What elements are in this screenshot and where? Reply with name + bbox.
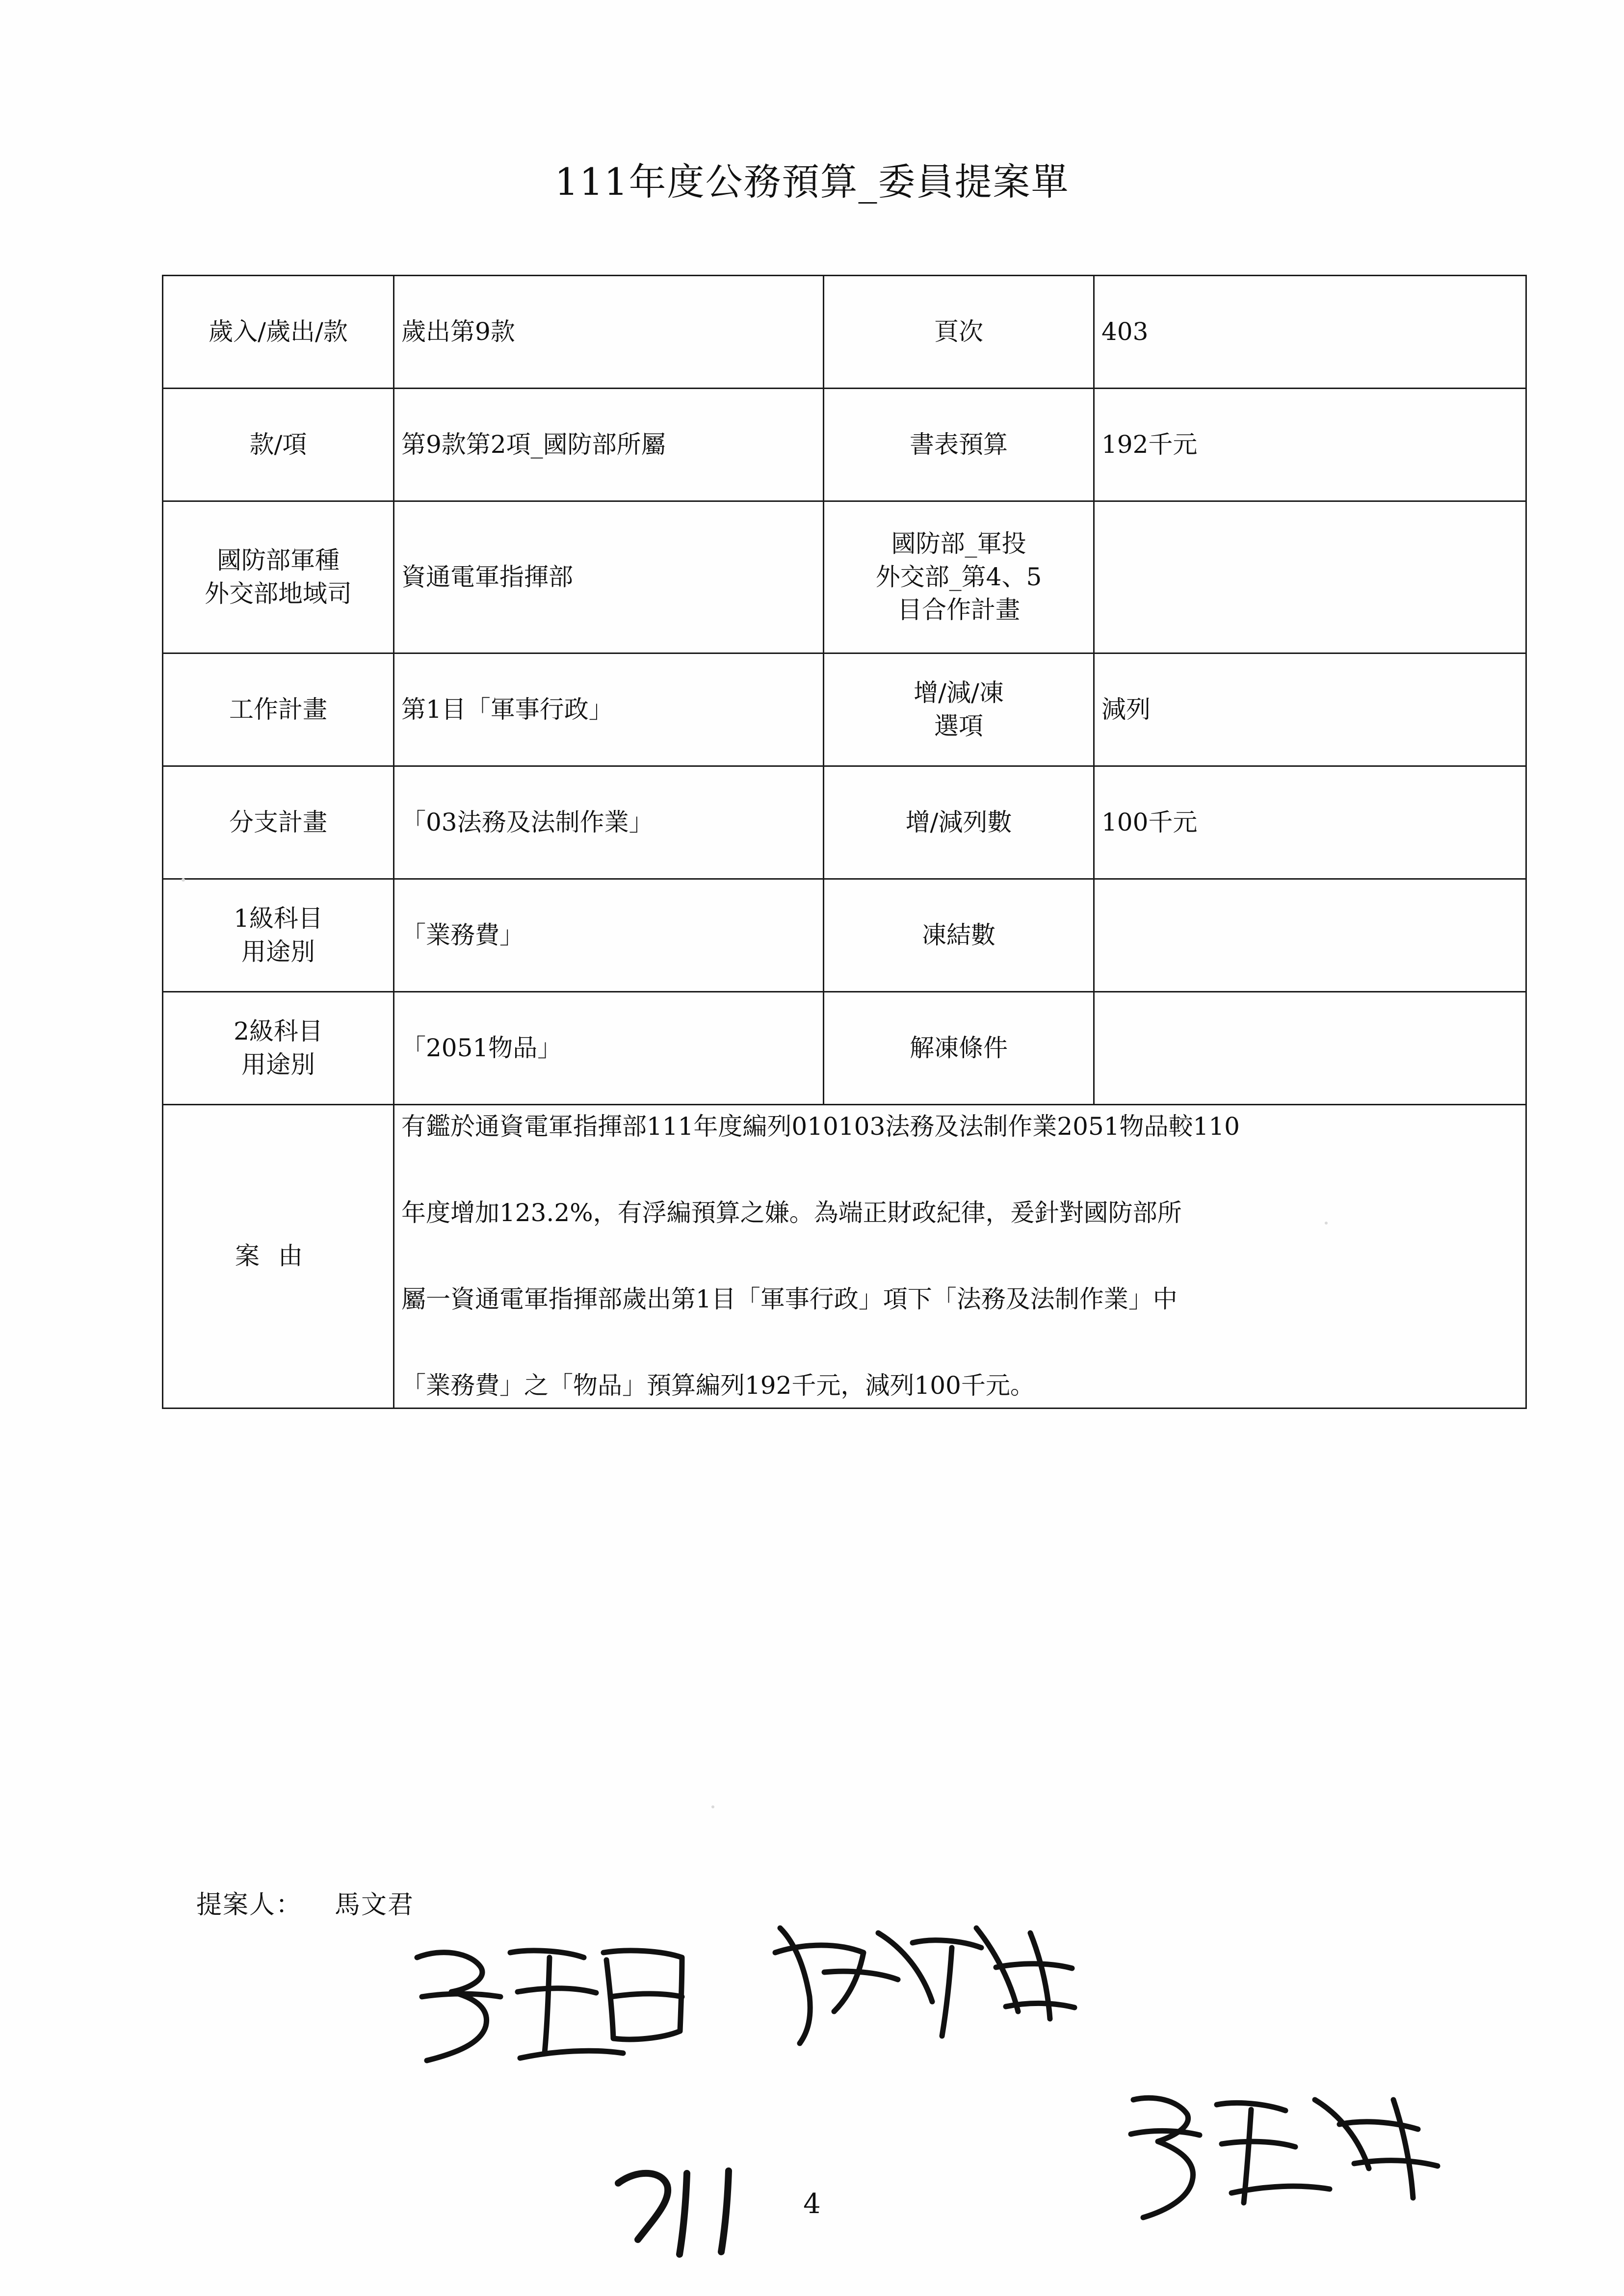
row-label-page-index: 頁次 xyxy=(824,276,1094,389)
proposer-label: 提案人： xyxy=(196,1890,303,1920)
row-label-cooperation-plan-line1: 國防部_軍投 xyxy=(891,529,1026,558)
reason-line-2: 年度增加123.2%，有浮編預算之嫌。為端正財政紀律，爰針對國防部所 xyxy=(401,1199,1182,1227)
signature-mark-2 xyxy=(765,1913,1089,2061)
row-value-level1-account: 「業務費」 xyxy=(394,879,824,992)
table-row xyxy=(163,501,1526,653)
row-label-service-branch xyxy=(163,501,394,653)
table-row xyxy=(163,766,1526,879)
row-label-level1-account-line1: 1級科目 xyxy=(234,904,323,933)
row-value-section-item: 第9款第2項_國防部所屬 xyxy=(394,389,824,501)
page-number: 4 xyxy=(803,2188,821,2220)
row-label-book-budget: 書表預算 xyxy=(824,389,1094,501)
row-value-work-plan: 第1目「軍事行政」 xyxy=(394,653,824,766)
proposer-block xyxy=(196,1884,414,1921)
table-row-reason xyxy=(163,1105,1526,1409)
row-label-level2-account-line1: 2級科目 xyxy=(234,1017,323,1045)
scan-speck xyxy=(711,1805,714,1808)
reason-line-4: 「業務費」之「物品」預算編列192千元，減列100千元。 xyxy=(401,1371,1035,1400)
row-label-adjust-option xyxy=(824,653,1094,766)
table-row xyxy=(163,389,1526,501)
reason-label: 案由 xyxy=(163,1105,394,1409)
page-title: 111年度公務預算_委員提案單 xyxy=(554,160,1070,204)
row-label-level2-account xyxy=(163,992,394,1105)
row-label-cooperation-plan-line3: 目合作計畫 xyxy=(897,596,1020,625)
row-label-frozen-amount: 凍結數 xyxy=(824,879,1094,992)
row-value-page-index: 403 xyxy=(1094,276,1526,389)
table-row xyxy=(163,276,1526,389)
row-label-level1-account-line2: 用途別 xyxy=(241,937,315,966)
row-label-section-item: 款/項 xyxy=(163,389,394,501)
row-value-unfreeze-condition xyxy=(1094,992,1526,1105)
scan-speck xyxy=(1325,1222,1328,1225)
row-label-service-branch-line2: 外交部地域司 xyxy=(205,579,352,608)
signature-mark-1 xyxy=(407,1938,721,2070)
row-value-branch-plan: 「03法務及法制作業」 xyxy=(394,766,824,879)
row-label-work-plan: 工作計畫 xyxy=(163,653,394,766)
scan-speck xyxy=(182,878,185,882)
row-value-income-expense: 歲出第9款 xyxy=(394,276,824,389)
row-value-adjust-amount: 100千元 xyxy=(1094,766,1526,879)
reason-line-3: 屬一資通電軍指揮部歲出第1目「軍事行政」項下「法務及法制作業」中 xyxy=(401,1285,1178,1313)
row-label-adjust-option-line1: 增/減/凍 xyxy=(914,678,1004,707)
row-label-service-branch-line1: 國防部軍種 xyxy=(217,546,340,574)
row-label-adjust-option-line2: 選項 xyxy=(934,711,983,740)
reason-line-1: 有鑑於通資電軍指揮部111年度編列010103法務及法制作業2051物品較110 xyxy=(401,1112,1240,1141)
row-label-branch-plan: 分支計畫 xyxy=(163,766,394,879)
row-label-cooperation-plan-line2: 外交部_第4、5 xyxy=(875,562,1042,591)
row-value-book-budget: 192千元 xyxy=(1094,389,1526,501)
row-value-frozen-amount xyxy=(1094,879,1526,992)
row-value-adjust-option: 減列 xyxy=(1094,653,1526,766)
proposer-name: 馬文君 xyxy=(335,1890,415,1920)
row-value-service-branch: 資通電軍指揮部 xyxy=(394,501,824,653)
table-row xyxy=(163,879,1526,992)
row-label-cooperation-plan xyxy=(824,501,1094,653)
budget-proposal-form xyxy=(162,275,1527,1409)
row-label-adjust-amount: 增/減列數 xyxy=(824,766,1094,879)
row-value-cooperation-plan xyxy=(1094,501,1526,653)
row-label-unfreeze-condition: 解凍條件 xyxy=(824,992,1094,1105)
row-label-level1-account xyxy=(163,879,394,992)
table-row xyxy=(163,653,1526,766)
row-value-level2-account: 「2051物品」 xyxy=(394,992,824,1105)
row-label-income-expense: 歲入/歲出/款 xyxy=(163,276,394,389)
reason-body xyxy=(394,1105,1526,1409)
table-row xyxy=(163,992,1526,1105)
row-label-level2-account-line2: 用途別 xyxy=(241,1050,315,1079)
